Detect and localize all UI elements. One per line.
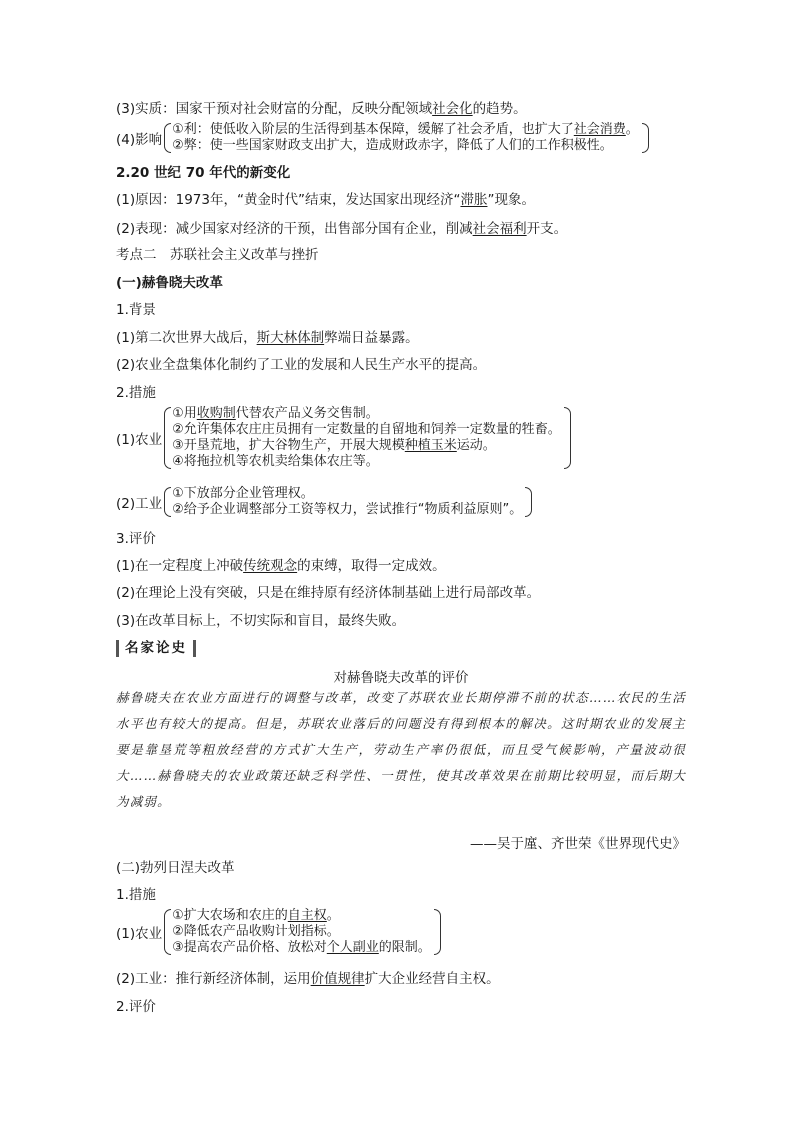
brezhnev-industry-keyword: 价值规律 (310, 971, 365, 987)
agri-measure-2: ②允许集体农庄庄员拥有一定数量的自留地和饲养一定数量的牲畜。 (172, 422, 561, 437)
brezhnev-agriculture-brace (162, 908, 443, 956)
effect-benefit-text: ①利：使低收入阶层的生活得到基本保障，缓解了社会矛盾，也扩大了 (172, 122, 574, 137)
quote-body: 赫鲁晓夫在农业方面进行的调整与改革，改变了苏联农业长期停滞不前的状态……农民的生活水平也有较大的提高。但是，苏联农业落后的问题没有得到根本的解决。这时期农业的发展主要是靠垦荒等粗放经营的方式扩大生产，劳动生产率仍很低，而且受气候影响，产量波动很大……赫鲁晓夫的农业政策还缺乏科学性、一贯性，使其改革效果在前期比较明显，而后期大为减弱。 (116, 690, 686, 809)
brezhnev-agri-1-text: ①扩大农场和农庄的 (172, 908, 288, 923)
evaluation-title: 3.评价 (116, 531, 156, 547)
evaluation-1 (116, 557, 446, 575)
background-1-keyword: 斯大林体制 (256, 330, 325, 346)
topic-two-heading: 考点二 苏联社会主义改革与挫折 (116, 247, 319, 263)
agriculture-brace (162, 406, 573, 470)
effect-label: (4)影响 (116, 132, 163, 148)
agri-measure-1-keyword: 收购制 (196, 406, 236, 421)
brezhnev-agri-3-keyword: 个人副业 (326, 940, 379, 955)
brezhnev-agri-2: ②降低农产品收购计划指标。 (172, 924, 340, 939)
background-1-end: 弊端日益暴露。 (324, 330, 419, 346)
background-1 (116, 329, 419, 347)
brezhnev-agriculture-label: (1)农业 (116, 926, 163, 942)
performance-line (116, 220, 567, 238)
ind-measure-2: ②给予企业调整部分工资等权力，尝试推行“物质利益原则”。 (172, 502, 523, 517)
agri-measure-4: ④将拖拉机等农机卖给集体农庄等。 (172, 454, 379, 469)
effect-block (116, 122, 651, 154)
brezhnev-heading: (二)勃列日涅夫改革 (116, 860, 235, 876)
evaluation-1-text: (1)在一定程度上冲破 (116, 558, 244, 574)
industry-label: (2)工业 (116, 496, 163, 512)
effect-benefit-end: 。 (625, 122, 639, 137)
measures-title: 2.措施 (116, 385, 156, 401)
section-70s-title: 2.20 世纪 70 年代的新变化 (116, 165, 291, 181)
agri-measure-3-end: 运动。 (456, 438, 496, 453)
background-title: 1.背景 (116, 302, 156, 318)
agri-measure-1-text: ①用 (172, 406, 197, 421)
brezhnev-agriculture-block (116, 908, 443, 956)
evaluation-1-keyword: 传统观念 (243, 558, 298, 574)
brezhnev-industry (116, 970, 500, 988)
khrushchev-heading: (一)赫鲁晓夫改革 (116, 275, 223, 291)
effect-brace (162, 122, 651, 154)
brezhnev-agri-1 (172, 908, 431, 924)
brezhnev-measures-title: 1.措施 (116, 887, 156, 903)
brezhnev-evaluation-title: 2.评价 (116, 999, 156, 1015)
performance-text: (2)表现：减少国家对经济的干预，出售部分国有企业，削减 (116, 221, 473, 237)
performance-text-end: 开支。 (526, 221, 568, 237)
essence-keyword: 社会化 (432, 101, 473, 117)
brezhnev-agri-1-keyword: 自主权 (287, 908, 327, 923)
agri-measure-1 (172, 406, 561, 422)
agriculture-measures-block (116, 406, 573, 470)
effect-benefit (172, 122, 639, 138)
agri-measure-3-keyword: 种植玉米 (404, 438, 457, 453)
agri-measure-1-end: 代替农产品义务交售制。 (235, 406, 379, 421)
agri-measure-3 (172, 438, 561, 454)
agri-measure-3-text: ③开垦荒地，扩大谷物生产，开展大规模 (172, 438, 405, 453)
industry-brace (162, 486, 534, 518)
background-1-text: (1)第二次世界大战后， (116, 330, 257, 346)
brezhnev-industry-end: 扩大企业经营自主权。 (364, 971, 500, 987)
cause-text-end: ”现象。 (487, 192, 535, 208)
ind-measure-1: ①下放部分企业管理权。 (172, 486, 314, 501)
essence-text-end: 的趋势。 (472, 101, 527, 117)
evaluation-3: (3)在改革目标上，不切实际和盲目，最终失败。 (116, 613, 406, 629)
brezhnev-agri-3-end: 的限制。 (378, 940, 431, 955)
cause-keyword: 滞胀 (460, 192, 488, 208)
agriculture-label: (1)农业 (116, 432, 163, 448)
quote-source: ——吴于廑、齐世荣《世界现代史》 (470, 836, 686, 852)
background-2: (2)农业全盘集体化制约了工业的发展和人民生产水平的提高。 (116, 357, 487, 373)
quote-title: 对赫鲁晓夫改革的评价 (333, 670, 469, 686)
effect-drawback: ②弊：使一些国家财政支出扩大，造成财政赤字，降低了人们的工作积极性。 (172, 138, 613, 153)
evaluation-1-end: 的束缚，取得一定成效。 (297, 558, 446, 574)
industry-measures-block (116, 486, 534, 518)
effect-benefit-keyword: 社会消费 (573, 122, 626, 137)
cause-line (116, 191, 535, 209)
brezhnev-agri-1-end: 。 (326, 908, 340, 923)
cause-text: (1)原因：1973年，“黄金时代”结束，发达国家出现经济“ (116, 192, 461, 208)
performance-keyword: 社会福利 (472, 221, 527, 237)
brezhnev-industry-text: (2)工业：推行新经济体制，运用 (116, 971, 311, 987)
evaluation-2: (2)在理论上没有突破，只是在维持原有经济体制基础上进行局部改革。 (116, 585, 541, 601)
essence-text: (3)实质：国家干预对社会财富的分配，反映分配领域 (116, 101, 433, 117)
essence-line (116, 100, 527, 118)
scholar-tag: 名家论史 (116, 640, 196, 657)
brezhnev-agri-3 (172, 940, 431, 956)
brezhnev-agri-3-text: ③提高农产品价格、放松对 (172, 940, 327, 955)
